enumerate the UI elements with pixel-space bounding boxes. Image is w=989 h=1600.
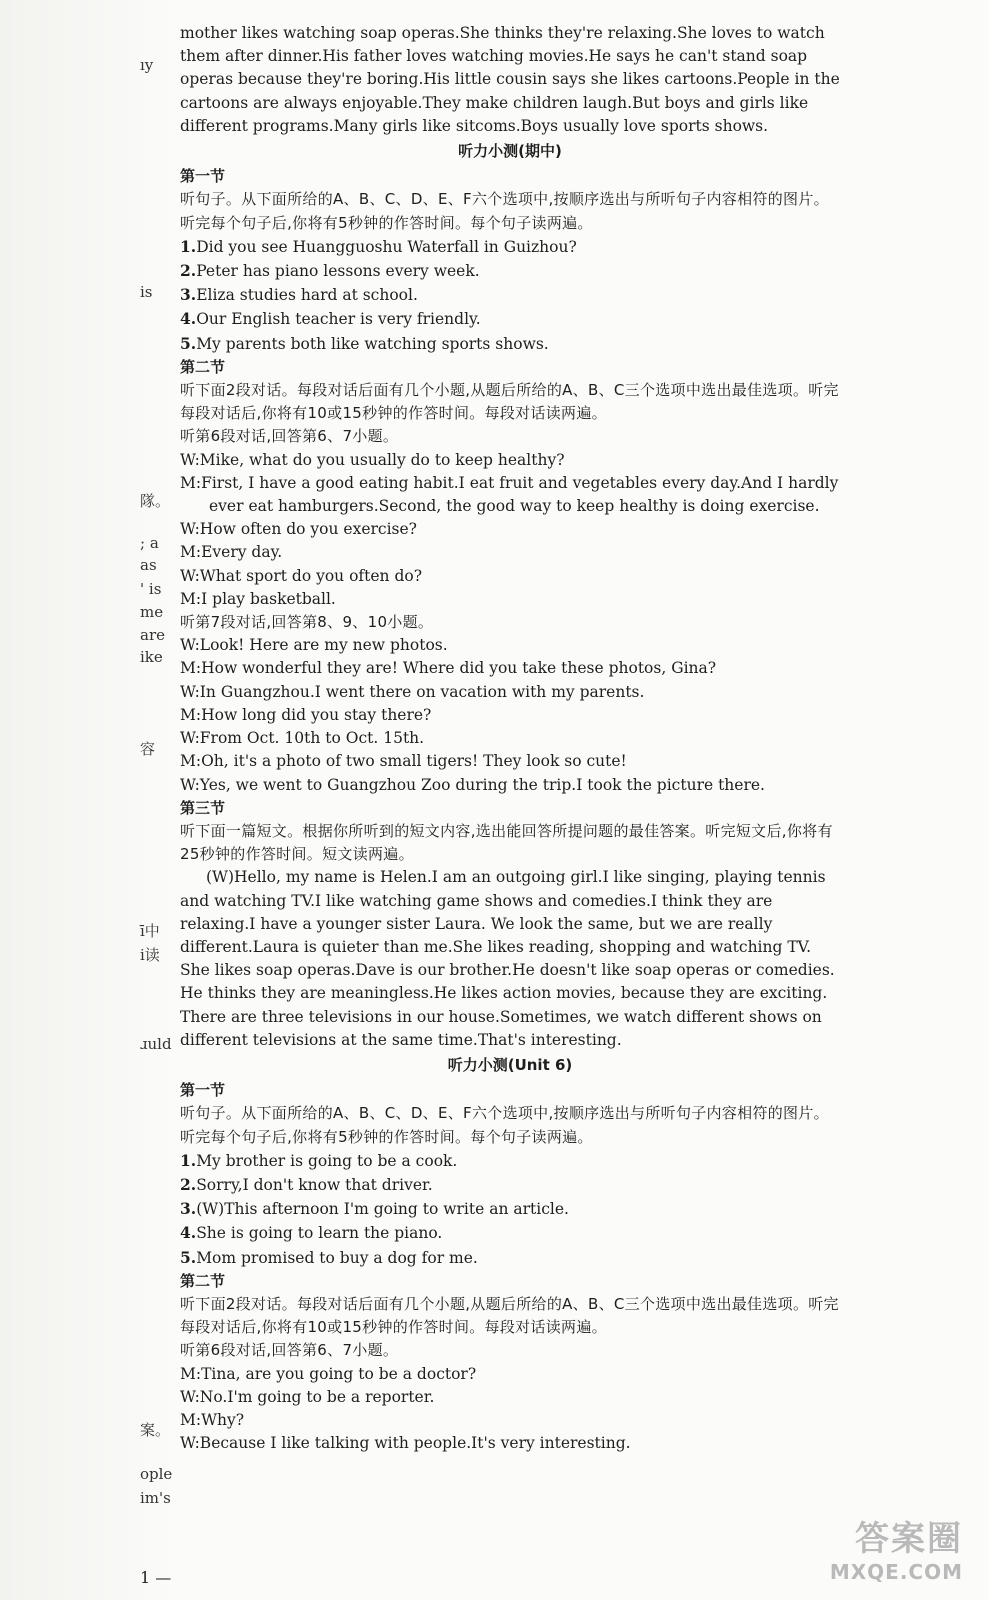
unit6-section1-title: 第一节 — [180, 1081, 226, 1100]
gutter-fragment: 隊。 — [140, 492, 171, 510]
dialogue-line: W:From Oct. 10th to Oct. 15th. — [180, 729, 425, 748]
gutter-fragment: ıy — [140, 56, 154, 74]
intro-line: cartoons are always enjoyable.They make children laugh.But boys and girls like — [180, 93, 809, 112]
dialogue-line: M:I play basketball. — [180, 589, 336, 608]
unit6-title: 听力小测(Unit 6) — [447, 1055, 573, 1074]
unit6-section2-instructions: 听下面2段对话。每段对话后面有几个小题,从题后所给的A、B、C三个选项中选出最佳选项。听完每段对话后,你将有10或15秒钟的作答时间。每段对话读两遍。 — [180, 1294, 839, 1337]
dialogue-line: M:Tina, are you going to be a doctor? — [180, 1364, 477, 1383]
intro-passage — [180, 22, 840, 138]
midterm-conv6-intro: 听第6段对话,回答第6、7小题。 — [180, 427, 399, 446]
watermark-logo: 答案圈 — [855, 1519, 963, 1559]
gutter-fragment: ; a — [140, 534, 159, 552]
midterm-section1-instructions: 听句子。从下面所给的A、B、C、D、E、F六个选项中,按顺序选出与所听句子内容相符的图片。听完每个句子后,你将有5秒钟的作答时间。每个句子读两遍。 — [180, 190, 829, 232]
unit6-sentence-3: 3.(W)This afternoon I'm going to write an article. — [180, 1199, 569, 1219]
gutter-fragment: ī中 — [140, 922, 160, 940]
dialogue-line: W:Because I like talking with people.It's very interesting. — [180, 1434, 631, 1453]
unit6-section2-title: 第二节 — [180, 1271, 226, 1290]
midterm-section2-instructions: 听下面2段对话。每段对话后面有几个小题,从题后所给的A、B、C三个选项中选出最佳选项。听完每段对话后,你将有10或15秒钟的作答时间。每段对话读两遍。 — [180, 381, 839, 423]
intro-line: different programs.Many girls like sitcoms.Boys usually love sports shows. — [180, 116, 769, 135]
gutter-fragment: i读 — [140, 946, 160, 964]
unit6-sentence-2: 2.Sorry,I don't know that driver. — [180, 1174, 433, 1194]
dialogue-line: W:No.I'm going to be a reporter. — [180, 1387, 435, 1406]
gutter-fragment: ɹuld — [140, 1035, 172, 1053]
midterm-sentence-5: 5.My parents both like watching sports shows. — [180, 333, 549, 353]
dialogue-line: W:Mike, what do you usually do to keep healthy? — [180, 450, 565, 469]
midterm-passage: (W)Hello, my name is Helen.I am an outgoing girl.I like singing, playing tennis and watching TV.I like watching game shows and comedies.I think they are relaxing.I have a younger sister Laura. We look the same, but we are really different.Laura is quieter than me.She likes reading, shopping and watching TV. She likes soap operas.Dave is our brother.He doesn't like soap operas or comedies. He thinks they are meaningless.He likes action movies, because they are exciting. There are three televisions in our house.Sometimes, we watch different shows on different televisions at the same time.That's interesting. — [180, 868, 835, 1049]
gutter-fragment: are — [140, 626, 165, 644]
intro-line: mother likes watching soap operas.She thinks they're relaxing.She loves to watch — [180, 24, 825, 42]
gutter-fragment: me — [140, 603, 164, 621]
gutter-fragment: im's — [140, 1489, 171, 1507]
dialogue-line: W:In Guangzhou.I went there on vacation with my parents. — [180, 682, 645, 701]
left-gutter — [0, 0, 175, 1600]
midterm-section3-instructions: 听下面一篇短文。根据你所听到的短文内容,选出能回答所提问题的最佳答案。听完短文后,你将有25秒钟的作答时间。短文读两遍。 — [180, 821, 833, 864]
unit6-section1-instructions: 听句子。从下面所给的A、B、C、D、E、F六个选项中,按顺序选出与所听句子内容相符的图片。听完每个句子后,你将有5秒钟的作答时间。每个句子读两遍。 — [180, 1104, 829, 1146]
dialogue-line: W:What sport do you often do? — [180, 566, 423, 585]
dialogue-line: W:Yes, we went to Guangzhou Zoo during the trip.I took the picture there. — [180, 775, 765, 794]
dialogue-line: M:Every day. — [180, 543, 283, 562]
dialogue-line: W:Look! Here are my new photos. — [180, 636, 448, 655]
midterm-sentence-1: 1.Did you see Huangguoshu Waterfall in Guizhou? — [180, 236, 577, 256]
intro-line: operas because they're boring.His little cousin says she likes cartoons.People in the — [180, 70, 840, 89]
gutter-fragment: ike — [140, 648, 163, 666]
midterm-sentence-2: 2.Peter has piano lessons every week. — [180, 261, 480, 281]
dialogue-line: M:First, I have a good eating habit.I eat fruit and vegetables every day.And I hardly ever eat hamburgers.Second, the good way to keep healthy is doing exercise. — [180, 473, 839, 516]
gutter-fragment: is — [140, 283, 153, 301]
watermark-url: MXQE.COM — [829, 1560, 963, 1584]
page-number: 1 — — [140, 1568, 172, 1587]
dialogue-line: W:How often do you exercise? — [180, 520, 417, 539]
gutter-fragment: 案。 — [140, 1421, 171, 1439]
midterm-section1-title: 第一节 — [180, 167, 226, 186]
intro-line: them after dinner.His father loves watching movies.He says he can't stand soap — [180, 47, 808, 66]
unit6-sentence-5: 5.Mom promised to buy a dog for me. — [180, 1247, 478, 1267]
gutter-fragment: 容 — [140, 740, 156, 758]
gutter-fragment: ople — [140, 1465, 173, 1483]
midterm-section3-title: 第三节 — [180, 798, 226, 817]
unit6-conv6-intro: 听第6段对话,回答第6、7小题。 — [180, 1341, 399, 1360]
watermark — [830, 1511, 963, 1584]
midterm-conv7-intro: 听第7段对话,回答第8、9、10小题。 — [180, 613, 434, 632]
gutter-fragment: ' is — [140, 580, 162, 598]
page-content — [180, 22, 840, 1455]
midterm-title: 听力小测(期中) — [458, 142, 562, 161]
dialogue-line: M:How long did you stay there? — [180, 705, 432, 724]
midterm-sentence-4: 4.Our English teacher is very friendly. — [180, 309, 481, 329]
unit6-sentence-4: 4.She is going to learn the piano. — [180, 1223, 443, 1243]
midterm-section2-title: 第二节 — [180, 357, 226, 376]
dialogue-line: M:How wonderful they are! Where did you take these photos, Gina? — [180, 659, 717, 678]
unit6-sentence-1: 1.My brother is going to be a cook. — [180, 1150, 458, 1170]
gutter-fragment: as — [140, 556, 157, 574]
dialogue-line: M:Why? — [180, 1410, 245, 1429]
dialogue-line: M:Oh, it's a photo of two small tigers! They look so cute! — [180, 752, 627, 771]
midterm-sentence-3: 3.Eliza studies hard at school. — [180, 285, 418, 305]
